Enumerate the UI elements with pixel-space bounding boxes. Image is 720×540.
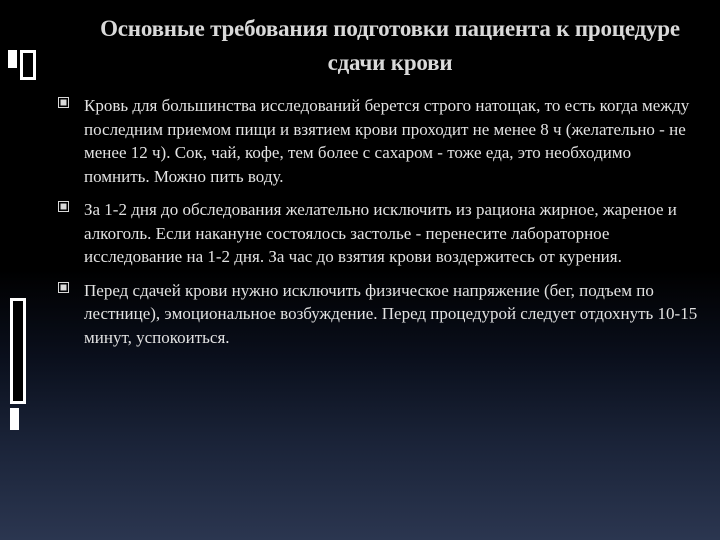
- list-item: [58, 198, 698, 269]
- bullet-list: [58, 94, 698, 359]
- square-bullet-icon: [58, 282, 72, 296]
- slide-title: Основные требования подготовки пациента к процедуре сдачи крови: [100, 16, 680, 75]
- list-item: [58, 279, 698, 350]
- list-item: [58, 94, 698, 188]
- decorative-bar: [10, 408, 19, 430]
- decorative-frame: [20, 50, 36, 80]
- square-bullet-icon: [58, 201, 72, 215]
- bullet-text: Кровь для большинства исследований берется строго натощак, то есть когда между последним приемом пищи и взятием крови проходит не менее 8 ч (желательно - не менее 12 ч). Сок, чай, кофе, тем более с сахаром - тоже еда, это необходимо помнить. Можно пить воду.: [84, 96, 690, 186]
- decorative-bar: [8, 50, 17, 68]
- bullet-text: Перед сдачей крови нужно исключить физическое напряжение (бег, подъем по лестнице), эмоциональное возбуждение. Перед процедурой следует отдохнуть 10-15 минут, успокоиться.: [84, 280, 698, 347]
- bullet-text: За 1-2 дня до обследования желательно исключить из рациона жирное, жареное и алкоголь. Если накануне состоялось застолье - перенесите лабораторное исследование на 1-2 дня. За час до взятия крови воздержитесь от курения.: [84, 200, 677, 266]
- decorative-frame: [10, 298, 26, 404]
- square-bullet-icon: [58, 97, 72, 111]
